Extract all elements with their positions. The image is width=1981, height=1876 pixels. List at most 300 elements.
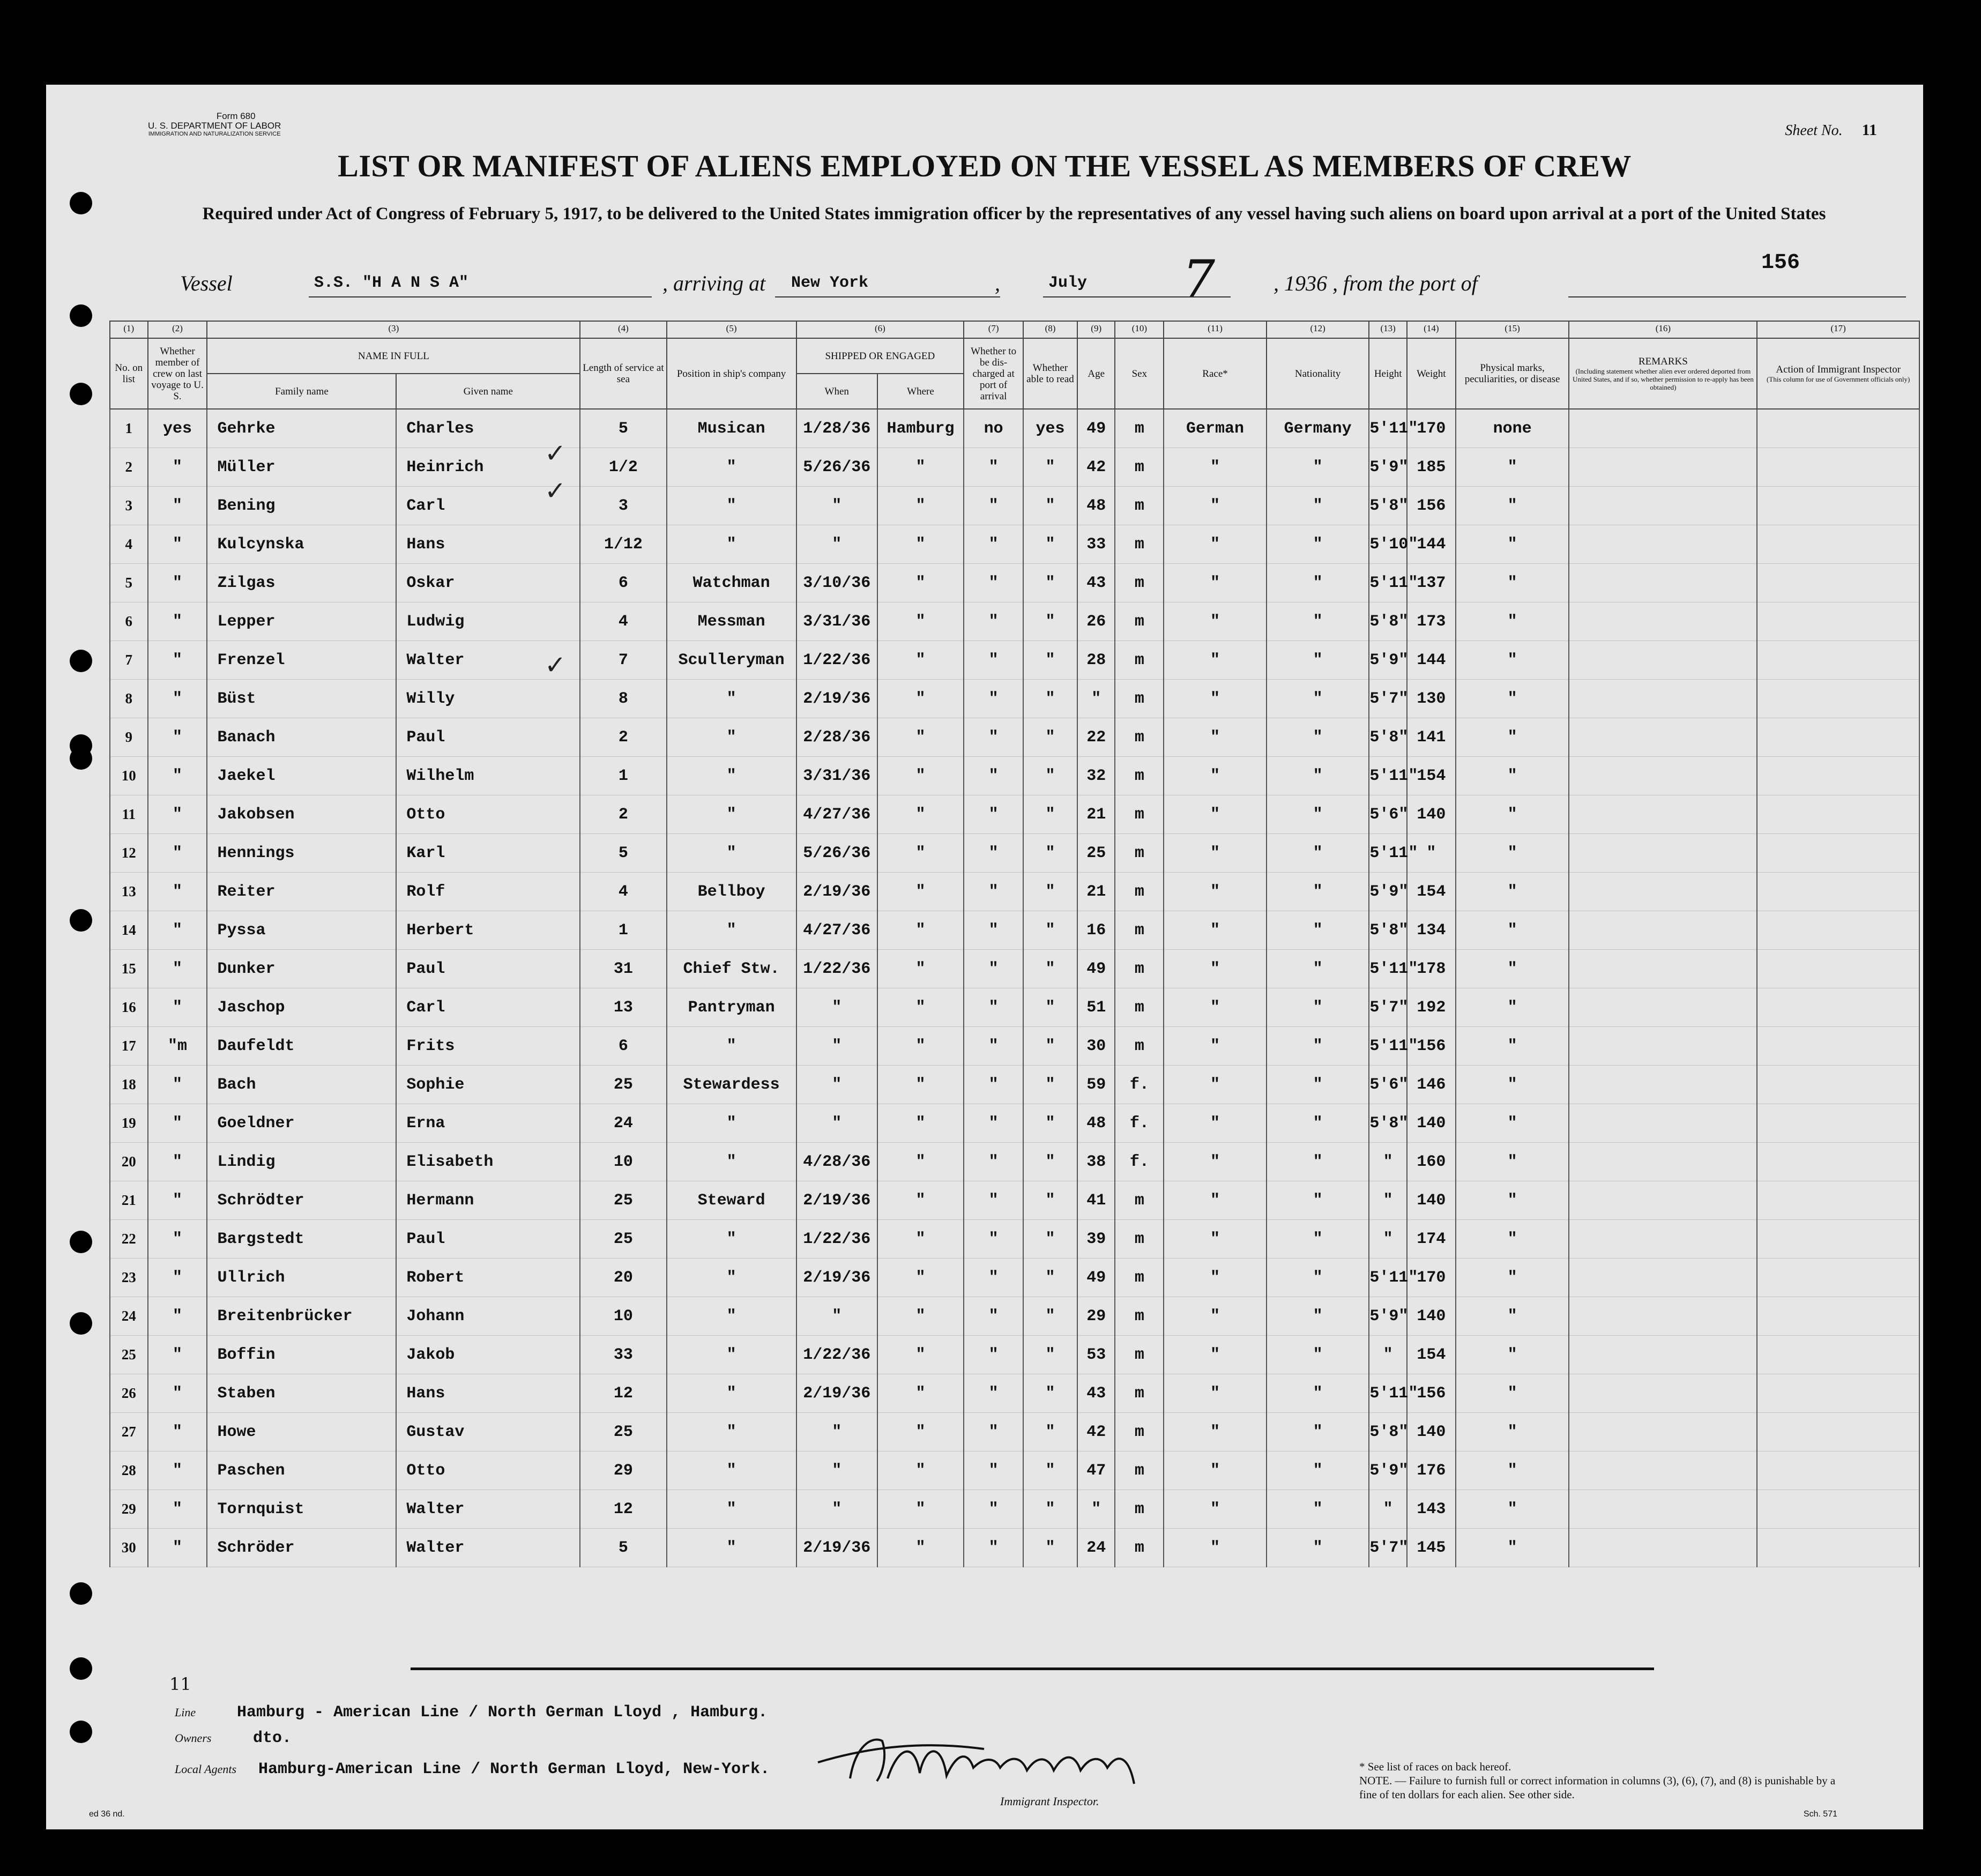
table-row [110, 680, 1919, 718]
department-name: U. S. DEPARTMENT OF LABOR [148, 121, 281, 131]
cell-sex: m [1115, 525, 1164, 564]
cell-nationality: " [1267, 988, 1369, 1027]
cell-given-name: Hermann [396, 1181, 580, 1220]
cell-remarks [1569, 680, 1757, 718]
cell-length: 4 [580, 602, 666, 641]
sheet-value: 11 [1861, 121, 1877, 139]
cell-remarks [1569, 988, 1757, 1027]
cell-marks: " [1456, 602, 1569, 641]
cell-weight: 130 [1407, 680, 1456, 718]
cell-weight: 140 [1407, 1104, 1456, 1143]
cell-when: 4/28/36 [796, 1143, 877, 1181]
cell-weight: 160 [1407, 1143, 1456, 1181]
cell-family-name: Kulcynska [207, 525, 396, 564]
cell-race: " [1164, 1143, 1267, 1181]
cell-where: " [877, 757, 964, 795]
col-physical-marks: Physical marks, peculiarities, or disease [1456, 338, 1569, 409]
col-nationality: Nationality [1267, 338, 1369, 409]
cell-age: " [1077, 1490, 1115, 1529]
cell-weight: 176 [1407, 1451, 1456, 1490]
cell-member: " [148, 1490, 207, 1529]
cell-member: " [148, 950, 207, 988]
cell-no: 9 [110, 718, 148, 757]
service-name: IMMIGRATION AND NATURALIZATION SERVICE [148, 131, 281, 137]
cell-where: " [877, 487, 964, 525]
owners-value: dto. [253, 1729, 292, 1747]
cell-action [1757, 1374, 1919, 1413]
cell-member: " [148, 1451, 207, 1490]
col-sex: Sex [1115, 338, 1164, 409]
cell-action [1757, 950, 1919, 988]
cell-when: 2/19/36 [796, 680, 877, 718]
cell-discharged: " [964, 1490, 1023, 1529]
cell-where: " [877, 1413, 964, 1451]
col-height: Height [1369, 338, 1407, 409]
cell-marks: " [1456, 680, 1569, 718]
page-title: LIST OR MANIFEST OF ALIENS EMPLOYED ON THE VESSEL AS MEMBERS OF CREW [338, 148, 1632, 183]
cell-race: " [1164, 1413, 1267, 1451]
cell-marks: " [1456, 1027, 1569, 1066]
cell-when: 1/28/36 [796, 409, 877, 448]
col-num-15: (15) [1456, 321, 1569, 338]
table-row [110, 718, 1919, 757]
cell-height: 5'10" [1369, 525, 1407, 564]
cell-sex: m [1115, 409, 1164, 448]
cell-sex: f. [1115, 1066, 1164, 1104]
table-row [110, 1027, 1919, 1066]
cell-member: " [148, 718, 207, 757]
cell-given-name: Frits [396, 1027, 580, 1066]
cell-length: 29 [580, 1451, 666, 1490]
cell-where: " [877, 680, 964, 718]
cell-given-name: Karl [396, 834, 580, 873]
cell-position: " [667, 1027, 796, 1066]
table-row [110, 911, 1919, 950]
cell-no: 21 [110, 1181, 148, 1220]
cell-remarks [1569, 487, 1757, 525]
cell-action [1757, 1220, 1919, 1259]
cell-race: " [1164, 873, 1267, 911]
cell-given-name: Gustav [396, 1413, 580, 1451]
punch-hole [70, 1312, 92, 1335]
cell-where: " [877, 1451, 964, 1490]
cell-discharged: " [964, 1220, 1023, 1259]
cell-position: " [667, 1220, 796, 1259]
cell-length: 24 [580, 1104, 666, 1143]
cell-family-name: Büst [207, 680, 396, 718]
cell-given-name: Herbert [396, 911, 580, 950]
cell-age: 29 [1077, 1297, 1115, 1336]
cell-length: 5 [580, 834, 666, 873]
cell-length: 5 [580, 409, 666, 448]
cell-length: 2 [580, 795, 666, 834]
cell-remarks [1569, 1181, 1757, 1220]
cell-given-name: Robert [396, 1259, 580, 1297]
cell-sex: m [1115, 795, 1164, 834]
cell-sex: m [1115, 911, 1164, 950]
col-given-name: Given name [396, 374, 580, 409]
cell-race: " [1164, 1336, 1267, 1374]
cell-marks: " [1456, 1490, 1569, 1529]
cell-remarks [1569, 641, 1757, 680]
cell-weight: 192 [1407, 988, 1456, 1027]
col-num-14: (14) [1407, 321, 1456, 338]
cell-no: 2 [110, 448, 148, 487]
cell-remarks [1569, 1490, 1757, 1529]
cell-no: 25 [110, 1336, 148, 1374]
cell-race: " [1164, 1490, 1267, 1529]
cell-height: 5'11" [1369, 564, 1407, 602]
cell-marks: " [1456, 641, 1569, 680]
footer-note [1359, 1760, 1842, 1801]
cell-age: 49 [1077, 1259, 1115, 1297]
cell-position: " [667, 487, 796, 525]
cell-family-name: Jaekel [207, 757, 396, 795]
cell-height: 5'6" [1369, 1066, 1407, 1104]
cell-sex: m [1115, 718, 1164, 757]
cell-height: 5'9" [1369, 873, 1407, 911]
cell-where: " [877, 911, 964, 950]
table-row [110, 1297, 1919, 1336]
cell-age: 25 [1077, 834, 1115, 873]
cell-read: " [1023, 602, 1077, 641]
crew-manifest-table [109, 321, 1920, 1567]
cell-no: 26 [110, 1374, 148, 1413]
cell-action [1757, 525, 1919, 564]
col-no-on-list: No. on list [110, 338, 148, 409]
cell-nationality: " [1267, 1490, 1369, 1529]
cell-remarks [1569, 757, 1757, 795]
cell-action [1757, 1297, 1919, 1336]
cell-length: 6 [580, 1027, 666, 1066]
cell-read: " [1023, 1336, 1077, 1374]
arrival-port: New York [791, 274, 869, 292]
cell-marks: " [1456, 988, 1569, 1027]
cell-nationality: " [1267, 950, 1369, 988]
cell-race: " [1164, 1181, 1267, 1220]
cell-family-name: Howe [207, 1413, 396, 1451]
cell-when: 1/22/36 [796, 950, 877, 988]
cell-action [1757, 988, 1919, 1027]
cell-marks: " [1456, 487, 1569, 525]
cell-where: " [877, 641, 964, 680]
cell-member: " [148, 1104, 207, 1143]
sheet-label: Sheet No. [1785, 122, 1843, 139]
cell-discharged: " [964, 641, 1023, 680]
schedule-number: Sch. 571 [1803, 1810, 1837, 1819]
vessel-name: S.S. "H A N S A" [314, 274, 469, 292]
col-where: Where [877, 374, 964, 409]
cell-marks: " [1456, 950, 1569, 988]
cell-read: " [1023, 487, 1077, 525]
cell-race: " [1164, 564, 1267, 602]
cell-discharged: " [964, 680, 1023, 718]
cell-marks: " [1456, 1374, 1569, 1413]
cell-no: 30 [110, 1529, 148, 1567]
table-row [110, 1259, 1919, 1297]
cell-given-name: Otto [396, 795, 580, 834]
cell-action [1757, 1451, 1919, 1490]
punch-hole [70, 383, 92, 405]
punch-hole [70, 909, 92, 932]
cell-weight: 137 [1407, 564, 1456, 602]
table-row [110, 1374, 1919, 1413]
cell-when: 4/27/36 [796, 795, 877, 834]
cell-marks: " [1456, 1220, 1569, 1259]
owners-row [175, 1729, 292, 1747]
cell-nationality: " [1267, 602, 1369, 641]
arriving-label: , arriving at [662, 271, 766, 295]
cell-where: " [877, 950, 964, 988]
cell-position: Chief Stw. [667, 950, 796, 988]
cell-marks: " [1456, 1066, 1569, 1104]
cell-action [1757, 834, 1919, 873]
cell-member: " [148, 873, 207, 911]
cell-length: 25 [580, 1220, 666, 1259]
cell-marks: " [1456, 1297, 1569, 1336]
punch-hole [70, 1582, 92, 1605]
cell-position: Steward [667, 1181, 796, 1220]
cell-race: " [1164, 1220, 1267, 1259]
sheet-number [1785, 121, 1877, 139]
cell-no: 28 [110, 1451, 148, 1490]
cell-remarks [1569, 525, 1757, 564]
cell-height: 5'9" [1369, 641, 1407, 680]
cell-sex: m [1115, 757, 1164, 795]
cell-no: 24 [110, 1297, 148, 1336]
cell-action [1757, 1181, 1919, 1220]
cell-family-name: Bach [207, 1066, 396, 1104]
cell-height: 5'11" [1369, 834, 1407, 873]
table-row [110, 1066, 1919, 1104]
cell-read: " [1023, 1451, 1077, 1490]
cell-nationality: Germany [1267, 409, 1369, 448]
cell-length: 4 [580, 873, 666, 911]
cell-length: 10 [580, 1143, 666, 1181]
remarks-subtitle: (Including statement whether alien ever ordered deported from United States, and if so, whether permission to re-apply has been obtained) [1572, 367, 1754, 391]
cell-family-name: Gehrke [207, 409, 396, 448]
cell-when: 2/19/36 [796, 1259, 877, 1297]
cell-when: 2/19/36 [796, 1181, 877, 1220]
cell-sex: m [1115, 1336, 1164, 1374]
cell-action [1757, 1143, 1919, 1181]
cell-given-name: Johann [396, 1297, 580, 1336]
cell-race: " [1164, 525, 1267, 564]
cell-action [1757, 1259, 1919, 1297]
cell-given-name: Charles [396, 409, 580, 448]
cell-length: 2 [580, 718, 666, 757]
cell-position: " [667, 1104, 796, 1143]
cell-action [1757, 448, 1919, 487]
cell-height: 5'9" [1369, 1297, 1407, 1336]
cell-marks: " [1456, 873, 1569, 911]
punch-hole [70, 192, 92, 214]
cell-age: 48 [1077, 487, 1115, 525]
cell-age: 24 [1077, 1529, 1115, 1567]
cell-position: " [667, 1451, 796, 1490]
cell-read: " [1023, 1529, 1077, 1567]
stamp-number: 156 [1761, 251, 1800, 275]
cell-sex: m [1115, 1297, 1164, 1336]
cell-when: " [796, 1451, 877, 1490]
cell-where: " [877, 1374, 964, 1413]
cell-remarks [1569, 1451, 1757, 1490]
cell-when: " [796, 1066, 877, 1104]
cell-discharged: " [964, 718, 1023, 757]
cell-member: " [148, 1220, 207, 1259]
cell-member: " [148, 487, 207, 525]
col-num-9: (9) [1077, 321, 1115, 338]
cell-no: 29 [110, 1490, 148, 1529]
cell-remarks [1569, 1413, 1757, 1451]
cell-weight: 174 [1407, 1220, 1456, 1259]
cell-given-name: Paul [396, 718, 580, 757]
cell-no: 14 [110, 911, 148, 950]
cell-remarks [1569, 718, 1757, 757]
cell-when: " [796, 1413, 877, 1451]
cell-race: " [1164, 448, 1267, 487]
cell-action [1757, 873, 1919, 911]
cell-discharged: " [964, 525, 1023, 564]
cell-discharged: " [964, 1297, 1023, 1336]
cell-no: 16 [110, 988, 148, 1027]
cell-race: " [1164, 757, 1267, 795]
cell-race: " [1164, 487, 1267, 525]
cell-race: " [1164, 1451, 1267, 1490]
cell-sex: m [1115, 1413, 1164, 1451]
cell-action [1757, 757, 1919, 795]
edition-mark: ed 36 nd. [89, 1810, 125, 1819]
cell-nationality: " [1267, 641, 1369, 680]
cell-where: " [877, 1027, 964, 1066]
table-row [110, 950, 1919, 988]
col-num-11: (11) [1164, 321, 1267, 338]
cell-position: " [667, 1297, 796, 1336]
cell-marks: " [1456, 757, 1569, 795]
cell-read: " [1023, 1143, 1077, 1181]
table-row [110, 641, 1919, 680]
punch-hole [70, 304, 92, 327]
manifest-page [46, 85, 1923, 1829]
cell-age: 28 [1077, 641, 1115, 680]
cell-race: " [1164, 795, 1267, 834]
cell-sex: m [1115, 834, 1164, 873]
cell-given-name: Paul [396, 1220, 580, 1259]
cell-nationality: " [1267, 1066, 1369, 1104]
cell-length: 3 [580, 487, 666, 525]
cell-no: 17 [110, 1027, 148, 1066]
cell-position: " [667, 834, 796, 873]
cell-height: 5'7" [1369, 988, 1407, 1027]
table-row [110, 1413, 1919, 1451]
cell-sex: m [1115, 487, 1164, 525]
cell-race: " [1164, 1529, 1267, 1567]
cell-family-name: Banach [207, 718, 396, 757]
table-row [110, 834, 1919, 873]
cell-where: " [877, 1181, 964, 1220]
cell-no: 27 [110, 1413, 148, 1451]
cell-read: " [1023, 448, 1077, 487]
cell-when: " [796, 487, 877, 525]
cell-member: " [148, 680, 207, 718]
cell-when: " [796, 1297, 877, 1336]
cell-read: " [1023, 1413, 1077, 1451]
cell-nationality: " [1267, 911, 1369, 950]
punch-hole [70, 650, 92, 672]
cell-given-name: Oskar [396, 564, 580, 602]
cell-position: Musican [667, 409, 796, 448]
cell-remarks [1569, 1529, 1757, 1567]
cell-length: 25 [580, 1066, 666, 1104]
cell-member: " [148, 795, 207, 834]
cell-discharged: " [964, 911, 1023, 950]
cell-nationality: " [1267, 795, 1369, 834]
cell-no: 20 [110, 1143, 148, 1181]
cell-position: Stewardess [667, 1066, 796, 1104]
cell-discharged: " [964, 1181, 1023, 1220]
cell-when: " [796, 1027, 877, 1066]
cell-discharged: " [964, 834, 1023, 873]
cell-no: 19 [110, 1104, 148, 1143]
cell-action [1757, 1490, 1919, 1529]
cell-read: " [1023, 795, 1077, 834]
cell-action [1757, 1066, 1919, 1104]
col-num-2: (2) [148, 321, 207, 338]
cell-family-name: Pyssa [207, 911, 396, 950]
cell-no: 15 [110, 950, 148, 988]
cell-given-name: Carl [396, 487, 580, 525]
cell-sex: m [1115, 448, 1164, 487]
cell-weight: 170 [1407, 409, 1456, 448]
cell-discharged: " [964, 1374, 1023, 1413]
cell-position: Messman [667, 602, 796, 641]
cell-weight: 173 [1407, 602, 1456, 641]
cell-age: 30 [1077, 1027, 1115, 1066]
cell-member: " [148, 1374, 207, 1413]
cell-age: 22 [1077, 718, 1115, 757]
cell-family-name: Lepper [207, 602, 396, 641]
cell-when: 2/19/36 [796, 873, 877, 911]
agents-value: Hamburg-American Line / North German Lloyd, New-York. [258, 1760, 770, 1778]
cell-marks: " [1456, 1181, 1569, 1220]
cell-height: 5'7" [1369, 1529, 1407, 1567]
cell-action [1757, 795, 1919, 834]
cell-given-name: Rolf [396, 873, 580, 911]
cell-where: Hamburg [877, 409, 964, 448]
cell-read: " [1023, 1181, 1077, 1220]
cell-position: " [667, 911, 796, 950]
cell-remarks [1569, 950, 1757, 988]
table-row [110, 1336, 1919, 1374]
cell-sex: m [1115, 988, 1164, 1027]
cell-weight: 140 [1407, 1297, 1456, 1336]
cell-discharged: " [964, 602, 1023, 641]
line-label: Line [175, 1706, 196, 1719]
cell-height: " [1369, 1143, 1407, 1181]
col-num-3: (3) [207, 321, 580, 338]
cell-when: " [796, 1104, 877, 1143]
cell-where: " [877, 564, 964, 602]
cell-discharged: " [964, 448, 1023, 487]
col-age: Age [1077, 338, 1115, 409]
cell-race: " [1164, 641, 1267, 680]
cell-discharged: " [964, 564, 1023, 602]
cell-family-name: Ullrich [207, 1259, 396, 1297]
col-num-7: (7) [964, 321, 1023, 338]
cell-height: 5'6" [1369, 795, 1407, 834]
arrival-day: 7 [1182, 249, 1216, 309]
cell-nationality: " [1267, 1451, 1369, 1490]
